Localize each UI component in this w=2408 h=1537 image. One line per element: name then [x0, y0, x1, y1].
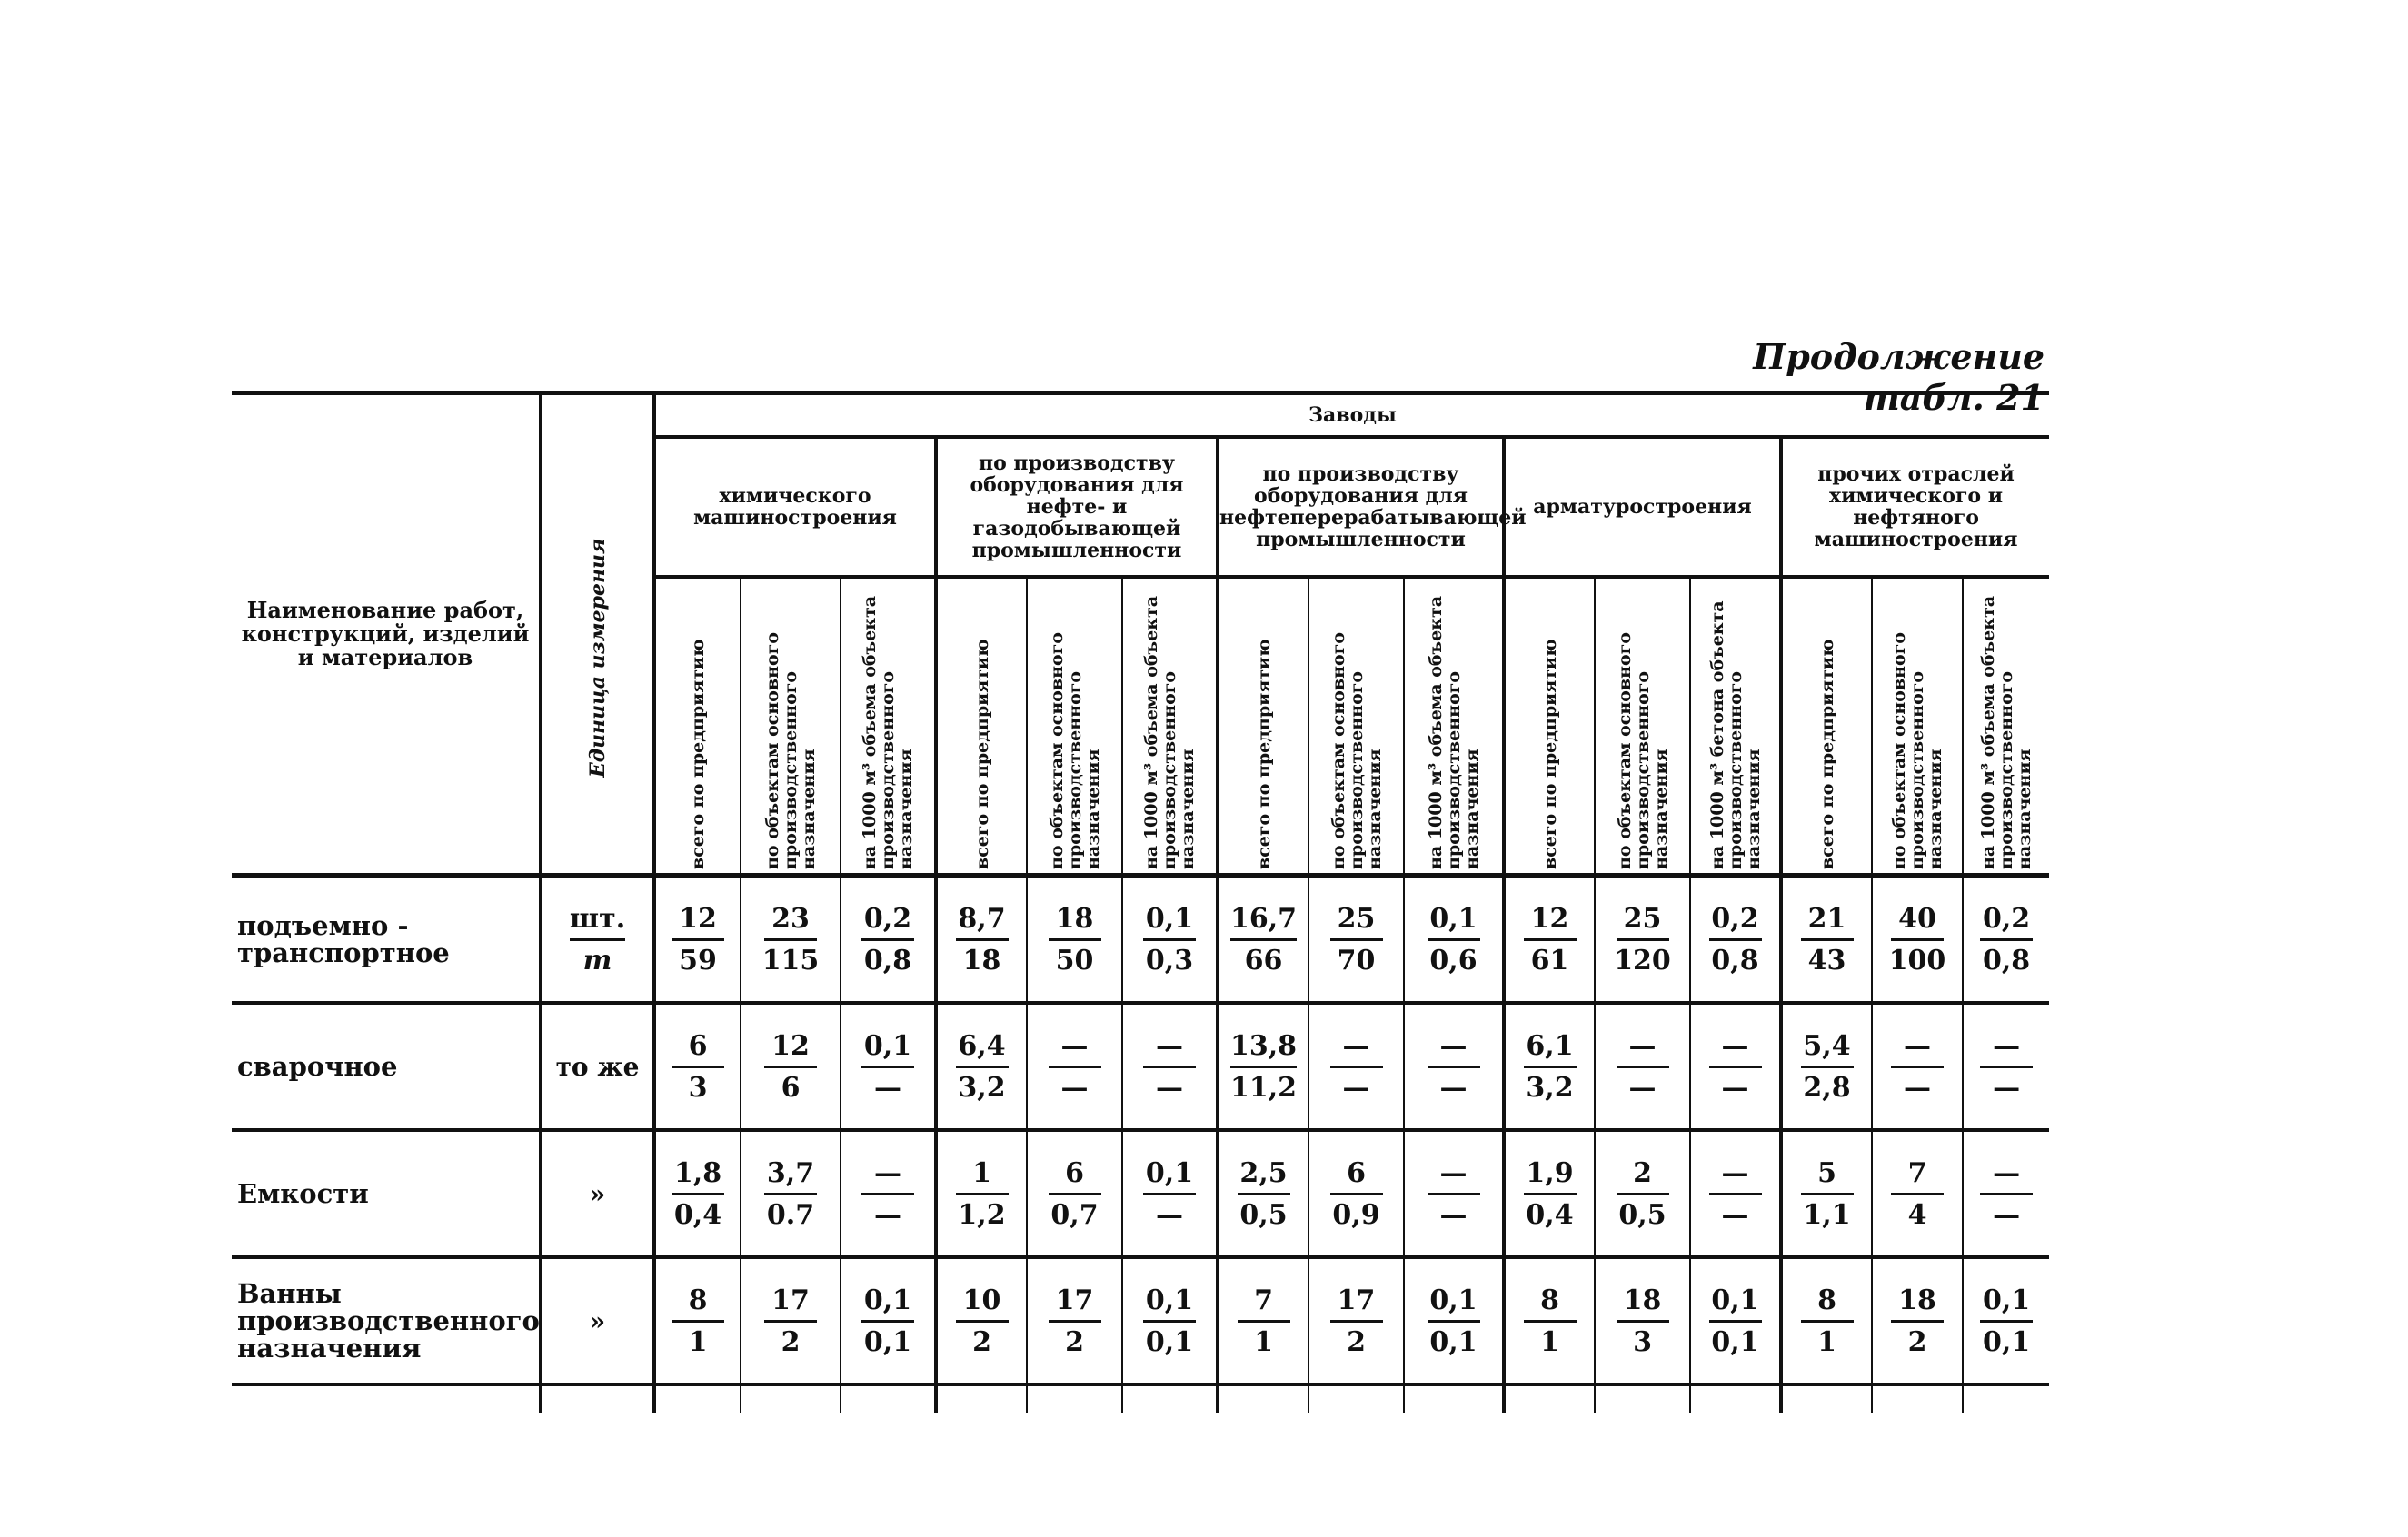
- value-cell: 17 2: [741, 1257, 841, 1384]
- continuation-cell: [1504, 1384, 1595, 1413]
- subcol-header-4-1: всего по предприятию: [1504, 577, 1595, 876]
- value-cell: — —: [1690, 1003, 1781, 1130]
- subcol-header-3-2: по объектам основного производственного назначения: [1308, 577, 1404, 876]
- value-cell: 12 59: [654, 876, 741, 1004]
- value-cell: 17 2: [1027, 1257, 1122, 1384]
- row-unit: то же: [541, 1003, 654, 1130]
- subcol-header-2-1: всего по предприятию: [936, 577, 1027, 876]
- continuation-cell: [1690, 1384, 1781, 1413]
- continuation-cell: [1963, 1384, 2049, 1413]
- value-cell: 2 0,5: [1595, 1130, 1690, 1257]
- value-cell: 40 100: [1872, 876, 1963, 1004]
- subcol-header-4-2: по объектам основного производственного назначения: [1595, 577, 1690, 876]
- value-cell: 1,9 0,4: [1504, 1130, 1595, 1257]
- value-cell: 0,1 0,1: [1690, 1257, 1781, 1384]
- subcol-header-2-2: по объектам основного производственного назначения: [1027, 577, 1122, 876]
- value-cell: 8 1: [654, 1257, 741, 1384]
- continuation-cell: [654, 1384, 741, 1413]
- subcol-header-1-2: по объектам основного производственного назначения: [741, 577, 841, 876]
- continuation-cell: [232, 1384, 541, 1413]
- value-cell: 0,2 0,8: [1690, 876, 1781, 1004]
- value-cell: 6,1 3,2: [1504, 1003, 1595, 1130]
- value-cell: 2,5 0,5: [1218, 1130, 1308, 1257]
- value-cell: 6 0,7: [1027, 1130, 1122, 1257]
- subcol-header-5-3: на 1000 м³ объема объекта производственного назначения: [1963, 577, 2049, 876]
- value-cell: 8 1: [1504, 1257, 1595, 1384]
- value-cell: — —: [1963, 1003, 2049, 1130]
- value-cell: 0,1 —: [1122, 1130, 1218, 1257]
- value-cell: — —: [1027, 1003, 1122, 1130]
- subcol-header-5-1: всего по предприятию: [1781, 577, 1872, 876]
- group-header-5: прочих отраслей химического и нефтяного машиностроения: [1781, 437, 2049, 577]
- row-unit: шт. т: [541, 876, 654, 1004]
- value-cell: 6 3: [654, 1003, 741, 1130]
- value-cell: 10 2: [936, 1257, 1027, 1384]
- continuation-cell: [1781, 1384, 1872, 1413]
- value-cell: 17 2: [1308, 1257, 1404, 1384]
- value-cell: 0,1 0,1: [1963, 1257, 2049, 1384]
- continuation-cell: [1122, 1384, 1218, 1413]
- row-name: сварочное: [232, 1003, 541, 1130]
- continuation-cell: [1595, 1384, 1690, 1413]
- value-cell: — —: [1122, 1003, 1218, 1130]
- group-header-1: химического машиностроения: [654, 437, 936, 577]
- value-cell: 21 43: [1781, 876, 1872, 1004]
- value-cell: — —: [1308, 1003, 1404, 1130]
- continuation-cell: [741, 1384, 841, 1413]
- value-cell: 8 1: [1781, 1257, 1872, 1384]
- value-cell: 0,2 0,8: [841, 876, 936, 1004]
- continuation-cell: [541, 1384, 654, 1413]
- value-cell: 23 115: [741, 876, 841, 1004]
- table-row: [232, 1003, 2049, 1130]
- value-cell: 13,8 11,2: [1218, 1003, 1308, 1130]
- value-cell: 18 3: [1595, 1257, 1690, 1384]
- value-cell: — —: [1963, 1130, 2049, 1257]
- name-column-header: Наименование работ, конструкций, изделий и материалов: [232, 393, 541, 876]
- continuation-cell: [841, 1384, 936, 1413]
- table-row: [232, 1257, 2049, 1384]
- value-cell: 0,1 0,1: [841, 1257, 936, 1384]
- continuation-cell: [936, 1384, 1027, 1413]
- group-header-4: арматуростроения: [1504, 437, 1781, 577]
- row-name: Емкости: [232, 1130, 541, 1257]
- unit-column-header: Единица измерения: [541, 393, 654, 876]
- value-cell: 0,1 0,6: [1404, 876, 1504, 1004]
- value-cell: 12 6: [741, 1003, 841, 1130]
- value-cell: 0,1 0,1: [1404, 1257, 1504, 1384]
- subcol-header-1-1: всего по предприятию: [654, 577, 741, 876]
- value-cell: — —: [841, 1130, 936, 1257]
- value-cell: 1 1,2: [936, 1130, 1027, 1257]
- continuation-cell: [1308, 1384, 1404, 1413]
- value-cell: 25 120: [1595, 876, 1690, 1004]
- continuation-row: [232, 1384, 2049, 1413]
- value-cell: — —: [1595, 1003, 1690, 1130]
- subcol-header-1-3: на 1000 м³ объема объекта производственного назначения: [841, 577, 936, 876]
- value-cell: — —: [1404, 1003, 1504, 1130]
- subcol-header-4-3: на 1000 м³ бетона объекта производственного назначения: [1690, 577, 1781, 876]
- row-unit: »: [541, 1257, 654, 1384]
- continuation-cell: [1218, 1384, 1308, 1413]
- subcol-header-3-1: всего по предприятию: [1218, 577, 1308, 876]
- row-name: подъемно - транспортное: [232, 876, 541, 1004]
- value-cell: 3,7 0.7: [741, 1130, 841, 1257]
- value-cell: 1,8 0,4: [654, 1130, 741, 1257]
- value-cell: 7 4: [1872, 1130, 1963, 1257]
- subcol-header-2-3: на 1000 м³ объема объекта производственного назначения: [1122, 577, 1218, 876]
- row-name: Ванны производственного назначения: [232, 1257, 541, 1384]
- value-cell: 25 70: [1308, 876, 1404, 1004]
- value-cell: 0,2 0,8: [1963, 876, 2049, 1004]
- value-cell: 6 0,9: [1308, 1130, 1404, 1257]
- value-cell: — —: [1690, 1130, 1781, 1257]
- row-unit: »: [541, 1130, 654, 1257]
- subcol-header-5-2: по объектам основного производственного назначения: [1872, 577, 1963, 876]
- value-cell: 18 50: [1027, 876, 1122, 1004]
- value-cell: — —: [1404, 1130, 1504, 1257]
- value-cell: 8,7 18: [936, 876, 1027, 1004]
- table-row: [232, 1130, 2049, 1257]
- value-cell: — —: [1872, 1003, 1963, 1130]
- value-cell: 18 2: [1872, 1257, 1963, 1384]
- group-header-3: по производству оборудования для нефтеперерабатывающей промышленности: [1218, 437, 1504, 577]
- value-cell: 12 61: [1504, 876, 1595, 1004]
- value-cell: 0,1 0,1: [1122, 1257, 1218, 1384]
- table-caption: Продолжение табл. 21: [1753, 336, 2045, 418]
- continuation-cell: [1404, 1384, 1504, 1413]
- value-cell: 7 1: [1218, 1257, 1308, 1384]
- value-cell: 5 1,1: [1781, 1130, 1872, 1257]
- continuation-cell: [1872, 1384, 1963, 1413]
- value-cell: 16,7 66: [1218, 876, 1308, 1004]
- continuation-cell: [1027, 1384, 1122, 1413]
- plants-header: Заводы: [654, 393, 2049, 438]
- value-cell: 5,4 2,8: [1781, 1003, 1872, 1130]
- table-row: [232, 876, 2049, 1004]
- subcol-header-3-3: на 1000 м³ объема объекта производственного назначения: [1404, 577, 1504, 876]
- value-cell: 0,1 0,3: [1122, 876, 1218, 1004]
- data-table: [232, 391, 2049, 1413]
- value-cell: 0,1 —: [841, 1003, 936, 1130]
- group-header-2: по производству оборудования для нефте- и газодобывающей промышленности: [936, 437, 1218, 577]
- value-cell: 6,4 3,2: [936, 1003, 1027, 1130]
